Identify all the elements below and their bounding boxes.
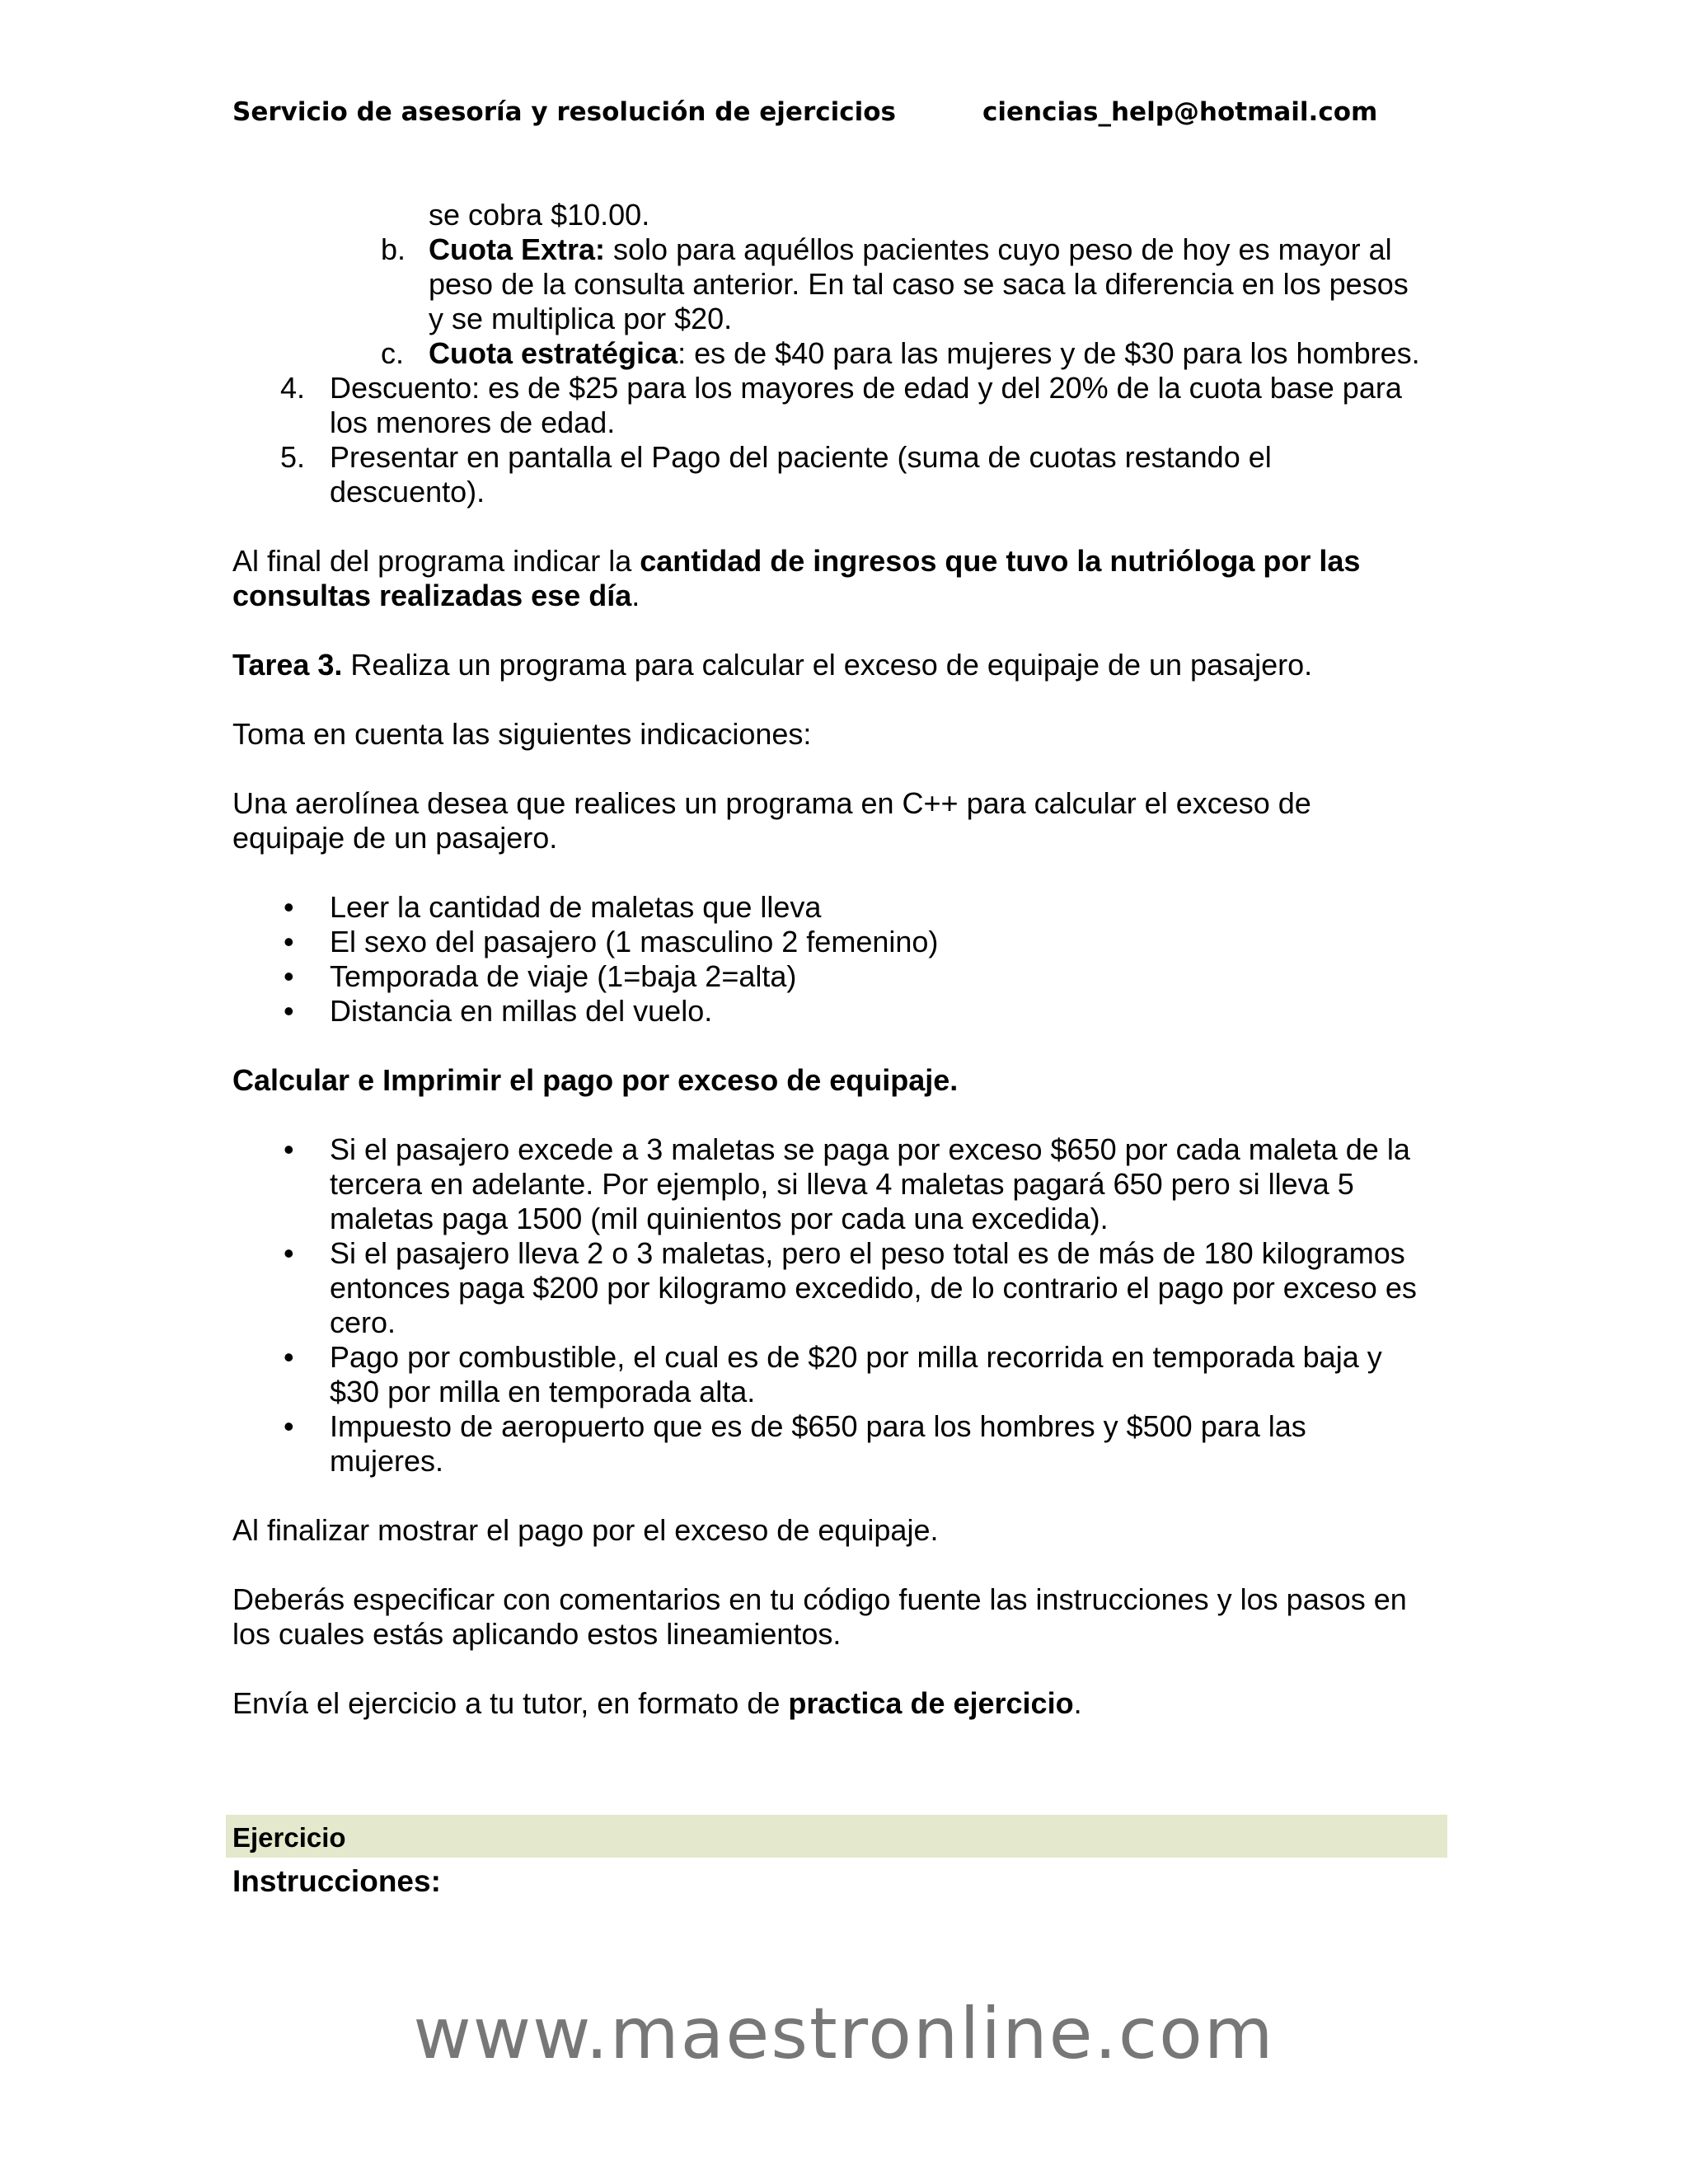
aerolinea-paragraph: Una aerolínea desea que realices un programa en C++ para calcular el exceso de xyxy=(232,786,1311,820)
list-marker: b. xyxy=(381,232,406,266)
list-marker: 5. xyxy=(280,440,306,474)
toma-paragraph: Toma en cuenta las siguientes indicaciones: xyxy=(232,717,812,751)
deberas-paragraph: Deberás especificar con comentarios en tu código fuente las instrucciones y los pasos en xyxy=(232,1582,1407,1616)
envia-paragraph: Envía el ejercicio a tu tutor, en formato de practica de ejercicio. xyxy=(232,1686,1082,1720)
bullet-marker: • xyxy=(284,1340,294,1374)
bullet-marker: • xyxy=(284,1132,294,1166)
list-item-cuota-extra: b. Cuota Extra: solo para aquéllos pacientes cuyo peso de hoy es mayor al xyxy=(381,232,1392,266)
bullet-marker: • xyxy=(284,994,294,1028)
list-item-presentar: 5. Presentar en pantalla el Pago del paciente (suma de cuotas restando el xyxy=(280,440,1272,474)
footer-watermark[interactable]: www.maestronline.com xyxy=(413,1993,1275,2075)
page-header xyxy=(232,97,1452,138)
input-list-item: • Temporada de viaje (1=baja 2=alta) xyxy=(284,959,797,993)
ejercicio-section-header xyxy=(226,1815,1447,1858)
input-list-item: • Distancia en millas del vuelo. xyxy=(284,994,713,1028)
rule-list-item: • Impuesto de aeropuerto que es de $650 para los hombres y $500 para las xyxy=(284,1409,1306,1443)
rule-list-item: • Pago por combustible, el cual es de $20 por milla recorrida en temporada baja y xyxy=(284,1340,1382,1374)
rule-list-item: • Si el pasajero lleva 2 o 3 maletas, pero el peso total es de más de 180 kilogramos xyxy=(284,1236,1405,1270)
tarea-paragraph: Tarea 3. Realiza un programa para calcular el exceso de equipaje de un pasajero. xyxy=(232,648,1313,682)
list-item-descuento: 4. Descuento: es de $25 para los mayores de edad y del 20% de la cuota base para xyxy=(280,371,1402,405)
bullet-marker: • xyxy=(284,890,294,924)
calc-heading: Calcular e Imprimir el pago por exceso de equipaje. xyxy=(232,1063,959,1097)
ejercicio-label: Ejercicio xyxy=(232,1822,346,1853)
final-note-paragraph: Al final del programa indicar la cantidad de ingresos que tuvo la nutrióloga por las xyxy=(232,544,1361,578)
list-item-continuation: se cobra $10.00. xyxy=(429,198,650,232)
bullet-marker: • xyxy=(284,925,294,958)
input-list-item: • Leer la cantidad de maletas que lleva xyxy=(284,890,822,924)
rule-list-item: • Si el pasajero excede a 3 maletas se paga por exceso $650 por cada maleta de la xyxy=(284,1132,1410,1166)
tarea-label: Tarea 3. xyxy=(232,648,343,682)
list-item-cuota-estrategica: c. Cuota estratégica: es de $40 para las mujeres y de $30 para los hombres. xyxy=(381,336,1420,370)
list-marker: c. xyxy=(381,336,405,370)
list-marker: 4. xyxy=(280,371,306,405)
document-body: se cobra $10.00. b. Cuota Extra: solo para aquéllos pacientes cuyo peso de hoy es mayor al peso de la consulta anterior. En tal caso se saca la diferencia en los pesos y se multiplica por $20. c. Cuota estratégica: es de $40 para las mujeres y de $30 para los hombres. 4. Descuento: es de $25 para los mayores de edad y del 20% de la cuota base para los menores de edad. 5. Presentar en pantalla el Pago del paciente (suma de cuotas restando el descuento). Al final del programa indicar la cantidad de ingresos que tuvo la nutrióloga por las consultas realizadas ese día. Tarea 3. Realiza un programa para calcular el exceso de equipaje de un pasajero. Toma en cuenta las siguientes indicaciones: Una aerolínea desea que realices un programa en C++ para calcular el exceso de equipaje de un pasajero. • Leer la cantidad de maletas que lleva • El sexo del pasajero (1 masculino 2 femenino) • Temporada de viaje (1=baja 2=alta) • Distancia en millas del vuelo. Calcular e Imprimir el pago por exceso de equipaje. • Si el pasajero excede a 3 maletas se paga por exceso $650 por cada maleta de la tercera en adelante. Por ejemplo, si lleva 4 maletas pagará 650 pero si lleva 5 maletas paga 1500 (mil quinientos por cada una excedida). • Si el pasajero lleva 2 o 3 maletas, pero el peso total es de más de 180 kilogramos entonces paga $200 por kilogramo excedido, de lo contrario el pago por exceso es cero. • Pago por combustible, el cual es de $20 por milla recorrida en temporada baja y $30 por milla en temporada alta. • Impuesto de aeropuerto que es de $650 para los hombres y $500 para las mujeres. Al finalizar mostrar el pago por el exceso de equipaje. Deberás especificar con comentarios en tu código fuente las instrucciones y los pasos en los cuales estás aplicando estos lineamientos. Envía el ejercicio a tu tutor, en formato de practica de ejercicio. xyxy=(232,198,1452,1721)
bullet-marker: • xyxy=(284,959,294,993)
bullet-marker: • xyxy=(284,1409,294,1443)
bullet-marker: • xyxy=(284,1236,294,1270)
instrucciones-heading: Instrucciones: xyxy=(232,1864,441,1898)
input-list-item: • El sexo del pasajero (1 masculino 2 femenino) xyxy=(284,925,939,958)
header-email[interactable]: ciencias_help@hotmail.com xyxy=(982,97,1378,127)
al-finalizar-paragraph: Al finalizar mostrar el pago por el exceso de equipaje. xyxy=(232,1513,939,1547)
header-service-title: Servicio de asesoría y resolución de ejercicios xyxy=(232,97,896,127)
